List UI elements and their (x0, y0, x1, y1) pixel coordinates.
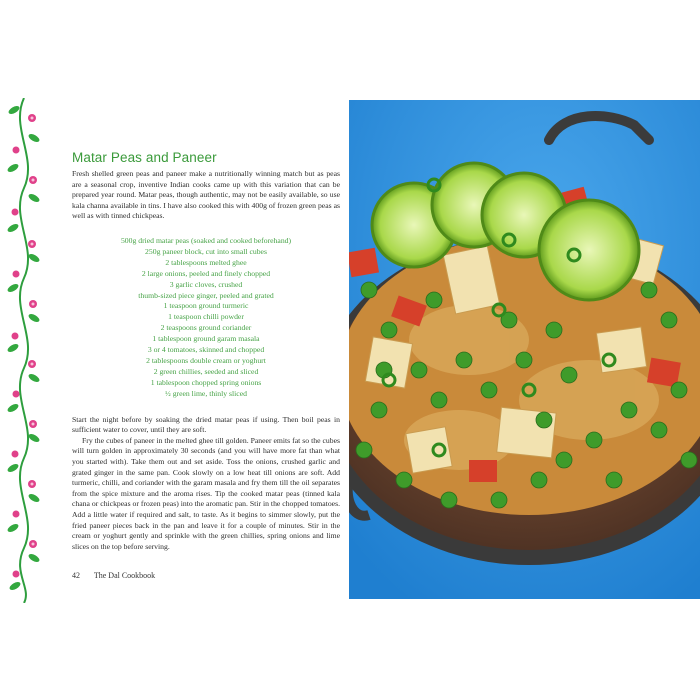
page-footer (72, 571, 155, 580)
page-number: 42 (72, 571, 80, 580)
ingredient-item: 2 green chillies, seeded and sliced (153, 366, 259, 376)
ingredient-item: 1 tablespoon chopped spring onions (150, 377, 262, 387)
recipe-title: Matar Peas and Paneer (72, 150, 217, 165)
book-title: The Dal Cookbook (93, 571, 156, 580)
ingredient-item: 2 teaspoons ground coriander (160, 323, 252, 333)
method-paragraph: Fry the cubes of paneer in the melted ghee till golden. Paneer emits fat so the cubes will turn golden in approximately 30 seconds (and you will have more fat than what you started with). Take them out and set aside. Toss the onions, crushed garlic and grated ginger in the same pan. Cook slowly on a low heat till onions are soft. Add turmeric, chilli, and coriander with the garam masala and fry them till the oil separates from the spice mixture and the aroma rises. Tip the cooked matar peas (tinned kala chana or chickpeas or frozen peas) into the aromatic pan. Stir in the chopped tomatoes. Add a little water if required and salt, to taste. As it begins to simmer slowly, put the fried paneer pieces back in the pan and leave it for a couple of minutes. Stir in the cream or yoghurt gently and sprinkle with the green chillies, spring onions and lime slices on the top before serving. (72, 435, 340, 551)
ingredient-item: 2 tablespoons double cream or yoghurt (146, 355, 266, 365)
ingredient-item: 500g dried matar peas (soaked and cooked beforehand) (120, 235, 292, 245)
ingredient-item: ½ green lime, thinly sliced (165, 388, 247, 398)
ingredient-item: 2 large onions, peeled and finely chopped (141, 268, 271, 278)
ingredient-list (72, 236, 340, 400)
method-paragraph: Start the night before by soaking the dried matar peas if using. Then boil peas in sufficient water to cover, until they are soft. (72, 414, 340, 435)
ingredient-item: 1 teaspoon ground turmeric (163, 301, 249, 311)
recipe-page (72, 150, 340, 552)
ingredient-item: 3 or 4 tomatoes, skinned and chopped (147, 345, 265, 355)
ingredient-item: 2 tablespoons melted ghee (165, 257, 247, 267)
dish-photo (349, 100, 700, 599)
ingredient-item: 1 teaspoon chilli powder (168, 312, 244, 322)
recipe-method (72, 415, 340, 553)
floral-vine-border (6, 98, 42, 603)
recipe-intro: Fresh shelled green peas and paneer make a nutritionally winning match but as peas are a seasonal crop, inventive Indian cooks came up with this variation that can be prepared year round. Matar peas, though authentic, may not be easily available, so use kala channa available in tins. I have also cooked this with 400g of frozen green peas as well as with tinned chickpeas. (72, 169, 340, 221)
ingredient-item: 1 tablespoon ground garam masala (152, 334, 260, 344)
ingredient-item: thumb-sized piece ginger, peeled and grated (138, 290, 274, 300)
ingredient-item: 250g paneer block, cut into small cubes (145, 246, 267, 256)
ingredient-item: 3 garlic cloves, crushed (169, 279, 243, 289)
